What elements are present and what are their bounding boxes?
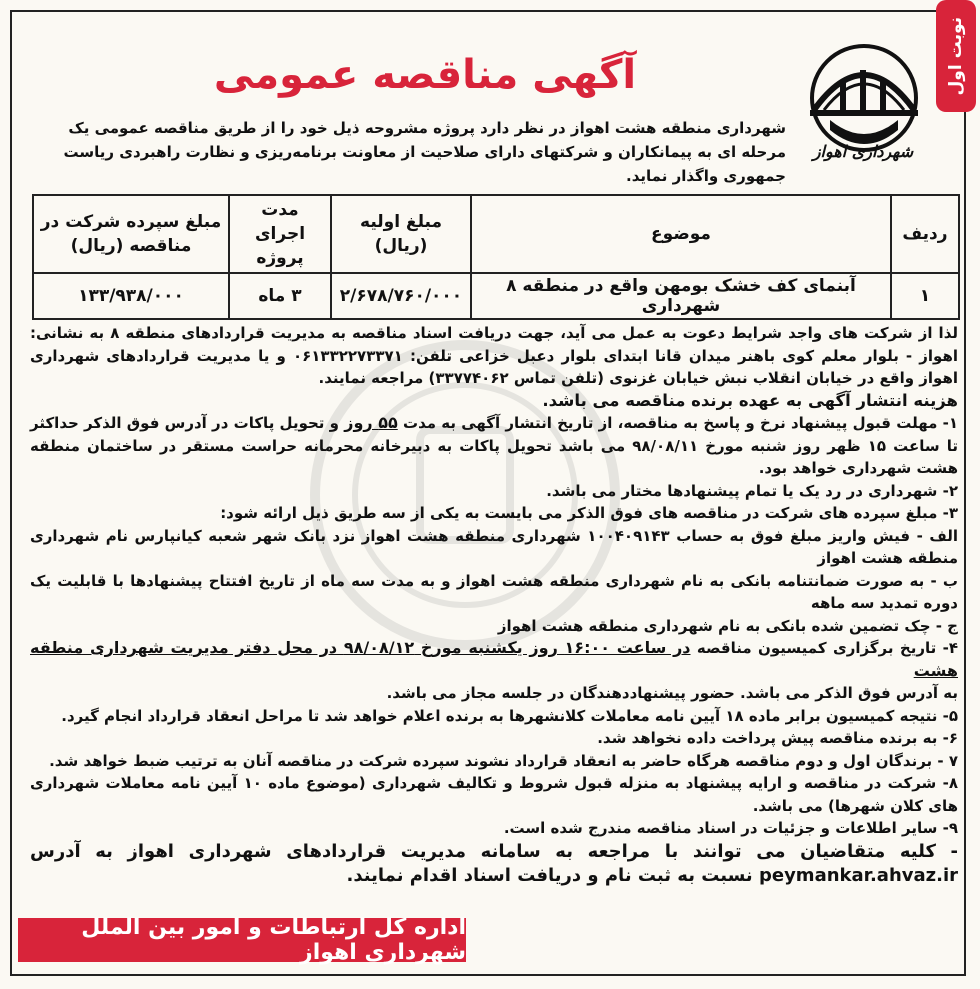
final-text-b: نسبت به ثبت نام و دریافت اسناد اقدام نمایند. <box>346 864 753 886</box>
final-instruction <box>30 840 958 888</box>
footer-bar <box>18 915 466 965</box>
item-2: ۲- شهرداری در رد یک یا تمام پیشنهادها مختار می باشد. <box>546 481 958 500</box>
cost-note: هزینه انتشار آگهی به عهده برنده مناقصه می باشد. <box>542 390 958 410</box>
cell-initial-amount: ۲/۶۷۸/۷۶۰/۰۰۰ <box>331 273 471 319</box>
item-4-datetime: در ساعت ۱۶:۰۰ روز یکشنبه مورخ ۹۸/۰۸/۱۲ در محل دفتر مدیریت شهرداری منطقه هشت <box>30 638 958 680</box>
page-title: آگهی مناقصه عمومی <box>213 52 637 98</box>
registration-url[interactable]: peymankar.ahvaz.ir <box>758 864 958 886</box>
header-row-no: ردیف <box>891 195 959 273</box>
item-1-text-b: و تحویل پاکات در آدرس فوق الذکر حداکثر تا ساعت ۱۵ ظهر روز شنبه مورخ ۹۸/۰۸/۱۱ می باشد تحویل پاکات به دبیرخانه محرمانه حراست مستقر در ساختمان منطقه هشت شهرداری خواهد بود. <box>30 414 959 477</box>
intro-paragraph: شهرداری منطقه هشت اهواز در نظر دارد پروژه مشروحه ذیل خود را از طریق مناقصه عمومی یک مرحله ای به پیمانکاران و شرکتهای دارای صلاحیت از معاونت برنامه‌ریزی و نظارت راهبردی ریاست جمهوری واگذار نماید. <box>63 119 786 185</box>
item-4 <box>30 637 958 705</box>
item-6: ۶- به برنده مناقصه پیش پرداخت داده نخواهد شد. <box>597 729 958 747</box>
final-text-a: - کلیه متقاضیان می توانند با مراجعه به سامانه مدیریت قراردادهای شهرداری اهواز به آدرس <box>30 840 958 862</box>
logo-caption: شهرداری اهواز <box>812 142 914 161</box>
item-3-a: الف - فیش واریز مبلغ فوق به حساب ۱۰۰۴۰۹۱۴۳ شهرداری منطقه هشت اهواز نزد بانک شهر شعبه کیانپارس نام شهرداری منطقه هشت اهواز <box>30 526 958 567</box>
item-9: ۹- سایر اطلاعات و جزئیات در اسناد مناقصه مندرج شده است. <box>503 819 958 837</box>
header-duration: مدت اجرای پروژه <box>229 195 331 273</box>
footer-text: اداره کل ارتباطات و امور بین الملل شهرداری اهواز <box>81 915 466 965</box>
tender-table <box>32 194 960 320</box>
cell-duration: ۳ ماه <box>229 273 331 319</box>
header-initial-amount: مبلغ اولیه (ریال) <box>331 195 471 273</box>
header-subject: موضوع <box>471 195 891 273</box>
item-4-text-a: ۴- تاریخ برگزاری کمیسیون مناقصه <box>696 639 958 657</box>
table-row <box>33 273 959 319</box>
publication-badge <box>936 0 976 112</box>
header-deposit: مبلغ سپرده شرکت در مناقصه (ریال) <box>33 195 229 273</box>
cell-deposit: ۱۳۳/۹۳۸/۰۰۰ <box>33 273 229 319</box>
item-4-text-c: به آدرس فوق الذکر می باشد. حضور پیشنهاددهندگان در جلسه مجاز می باشد. <box>386 684 958 702</box>
item-7: ۷ - برندگان اول و دوم مناقصه هرگاه حاضر به انعقاد قرارداد نشوند سپرده شرکت در مناقصه آنان به ترتیب ضبط خواهد شد. <box>49 751 958 770</box>
item-1 <box>30 412 958 480</box>
item-1-days: ۵۵ روز <box>344 413 398 432</box>
item-5: ۵- نتیجه کمیسیون برابر ماده ۱۸ آیین نامه معاملات کلانشهرها به برنده اعلام خواهد شد تا مراحل انعقاد قرارداد انجام گیرد. <box>61 706 958 725</box>
badge-text: نوبت اول <box>946 16 966 96</box>
item-8: ۸- شرکت در مناقصه و ارایه پیشنهاد به منزله قبول شروط و تکالیف شهرداری (موضوع ماده ۱۰ آیین نامه معاملات شهرداری های کلان شهرها) می باشد. <box>30 774 958 815</box>
item-3-c: ج - چک تضمین شده بانکی به نام شهرداری منطقه هشت اهواز <box>497 616 958 635</box>
table-header-row <box>33 195 959 273</box>
cell-subject: آبنمای کف خشک بومهن واقع در منطقه ۸ شهرداری <box>471 273 891 319</box>
item-1-text-a: ۱- مهلت قبول پیشنهاد نرخ و پاسخ به مناقصه، از تاریخ انتشار آگهی به مدت <box>403 414 959 432</box>
invite-paragraph: لذا از شرکت های واجد شرایط دعوت به عمل می آید، جهت دریافت اسناد مناقصه به مدیریت قراردادهای منطقه ۸ به نشانی: اهواز - بلوار معلم کوی باهنر میدان قانا ابتدای بلوار دعبل خزاعی تلفن: ۰۶۱۳۳۲۲۷۳۳۷۱ و یا مدیریت قراردادهای شهرداری اهواز واقع در خیابان انقلاب نبش خیابان غزنوی (تلفن تماس ۳۳۷۷۴۰۶۲) مراجعه نمایند. <box>30 324 959 387</box>
cell-row-no: ۱ <box>891 273 959 319</box>
item-3-b: ب - به صورت ضمانتنامه بانکی به نام شهرداری منطقه هشت اهواز و به مدت سه ماه از تاریخ افتتاح پیشنهادها با قابلیت یک دوره تمدید سه ماهه <box>30 571 958 612</box>
notice-body <box>30 322 958 888</box>
item-3: ۳- مبلغ سپرده های شرکت در مناقصه های فوق الذکر می بایست به یکی از سه طریق ذیل ارائه شود: <box>220 504 958 522</box>
